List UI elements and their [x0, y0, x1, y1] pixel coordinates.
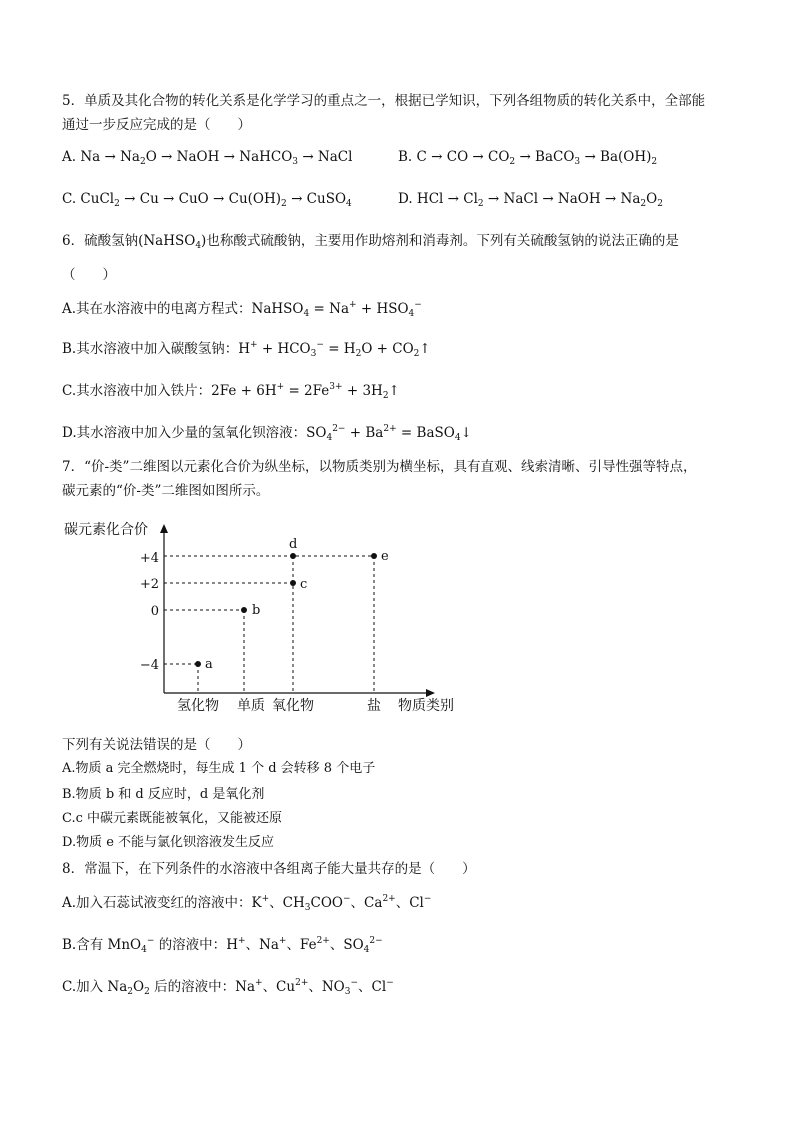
q5-stem-line2: 通过一步反应完成的是（ ）: [62, 117, 251, 133]
point-d: [290, 553, 296, 559]
point-label-e: e: [381, 549, 389, 564]
q5-option-c: C. CuCl$_2$ → Cu → CuO → $Cu(OH)_2$ → CuSO$_4$: [62, 191, 352, 209]
point-label-a: a: [205, 657, 213, 672]
ytick-minus4: −4: [139, 658, 159, 673]
q6-option-d: D.其水溶液中加入少量的氢氧化钡溶液：$SO_4^{2-} + Ba^{2+}$ = BaSO$_4$↓: [62, 424, 472, 443]
chart-xlabel: 物质类别: [398, 698, 454, 714]
q8-stem: 8．常温下，在下列条件的水溶液中各组离子能大量共存的是（ ）: [62, 861, 476, 877]
y-axis-arrow-icon: [160, 524, 168, 533]
q8-option-c: C.加入 $Na_2O_2$ 后的溶液中：Na+、$Cu^{2+}$、$NO_3^-$、Cl−: [62, 978, 394, 997]
q5-option-d: D. HCl → $Cl_2$ → NaCl → NaOH → $Na_2O_2$: [398, 191, 663, 209]
point-label-c: c: [300, 577, 308, 592]
q6-stem-line1: 6．硫酸氢钠(NaHSO$_4$)也称酸式硫酸钠，主要用作助熔剂和消毒剂。下列有关硫酸氢钠的说法正确的是: [62, 233, 679, 251]
valence-category-chart: [60, 518, 460, 718]
q7-option-d: D.物质 e 不能与氯化钡溶液发生反应: [62, 835, 275, 850]
q6-stem-line2: （ ）: [62, 267, 116, 283]
point-e: [371, 553, 377, 559]
q5-option-b: B. C → CO → $CO_2$ → BaCO$_3$ → $Ba(OH)_2$: [398, 149, 658, 167]
category-element: 单质: [237, 698, 265, 714]
category-hydride: 氢化物: [177, 698, 219, 714]
q7-option-b: B.物质 b 和 d 反应时，d 是氧化剂: [62, 787, 265, 802]
guide-lines: [164, 556, 374, 693]
q7-option-c: C.c 中碳元素既能被氧化，又能被还原: [62, 811, 283, 826]
ytick-plus2: +2: [139, 577, 159, 592]
q6-option-b: B.其水溶液中加入碳酸氢钠：$H^+ + HCO_3^- = H_2O$ + $CO_2↑$: [62, 340, 431, 359]
q6-option-a: A.其在水溶液中的电离方程式：NaHSO$_4$ = $Na^+ + HSO_4^-$: [62, 300, 422, 319]
ytick-zero: 0: [150, 604, 159, 619]
q8-option-b: B.含有 MnO$_4$− 的溶液中：H+、Na+、$Fe^{2+}$、$SO_4^{2-}$: [62, 936, 383, 955]
x-axis-arrow-icon: [426, 689, 435, 697]
point-b: [241, 607, 247, 613]
category-oxide: 氧化物: [272, 698, 314, 714]
q5-option-a: A. $Na \to Na_2O$ → NaOH → NaHCO$_3$ → NaCl: [62, 149, 353, 167]
point-c: [290, 580, 296, 586]
point-a: [195, 661, 201, 667]
point-label-d: d: [289, 537, 298, 552]
q7-question: 下列有关说法错误的是（ ）: [62, 737, 251, 753]
q7-stem-line2: 碳元素的“价-类”二维图如图所示。: [62, 483, 270, 499]
q7-stem-line1: 7．“价-类”二维图以元素化合价为纵坐标，以物质类别为横坐标，具有直观、线索清晰、引导性强等特点，: [62, 459, 697, 475]
chart-ylabel: 碳元素化合价: [64, 522, 148, 538]
q7-option-a: A.物质 a 完全燃烧时，每生成 1 个 d 会转移 8 个电子: [62, 761, 376, 776]
q8-option-a: A.加入石蕊试液变红的溶液中：K+、$CH_3COO^-$、$Ca^{2+}$、Cl−: [62, 894, 432, 913]
category-salt: 盐: [367, 698, 381, 714]
q5-stem-line1: 5．单质及其化合物的转化关系是化学学习的重点之一，根据已学知识，下列各组物质的转化关系中，全部能: [62, 93, 706, 109]
point-label-b: b: [252, 603, 261, 618]
ytick-plus4: +4: [139, 551, 159, 566]
q6-option-c: C.其水溶液中加入铁片：$2Fe + 6H^+ = 2Fe^{3+}$ + $3H_2↑$: [62, 382, 400, 401]
